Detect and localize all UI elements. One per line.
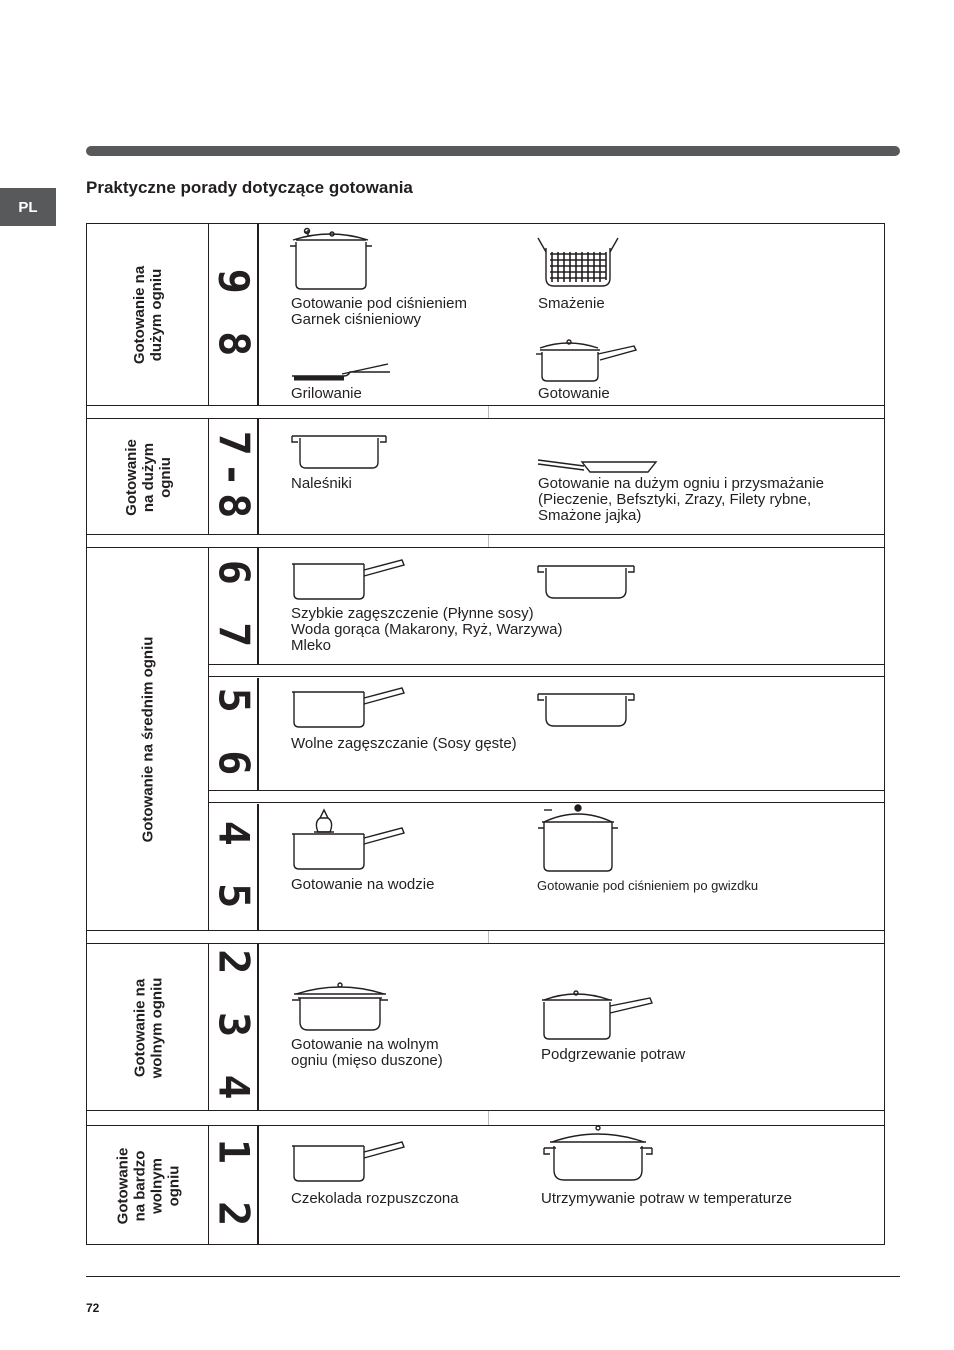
serving-pot-icon: [542, 1124, 654, 1186]
page-title: Praktyczne porady dotyczące gotowania: [86, 178, 413, 197]
double-boiler-icon: [290, 806, 406, 872]
heat-level-1-2: 1 2: [209, 1138, 259, 1233]
item-high-frying: Gotowanie na dużym ogniu i przysmażanie (Pieczenie, Befsztyki, Zrazy, Filety rybne, Smażone jajka): [538, 475, 824, 524]
saucepan-chocolate-icon: [290, 1140, 406, 1184]
heat-level-7-8: 7-8: [209, 430, 259, 524]
frying-pan-icon: [536, 454, 660, 474]
casserole-small-icon: [536, 690, 636, 730]
item-water-bath: Gotowanie na wodzie: [291, 876, 435, 893]
heat-level-5-6: 5 6: [209, 687, 259, 781]
language-tab: [0, 188, 56, 226]
casserole-icon: [536, 562, 636, 602]
item-slow-stewing: Gotowanie na wolnym ogniu (mięso duszone): [291, 1036, 443, 1069]
category-label-very-low: Gotowanie na bardzo wolnym ogniu: [113, 1147, 182, 1224]
pressure-cooker-icon: [290, 226, 372, 292]
grill-pan-icon: [290, 362, 390, 384]
saucepan-lid-icon: [536, 336, 638, 384]
page-number: 72: [86, 1301, 100, 1315]
item-pressure-cooking: Gotowanie pod ciśnieniem Garnek ciśnieniowy: [291, 295, 467, 328]
category-label-high: Gotowanie na dużym ogniu: [131, 265, 165, 365]
heat-level-9-8: 9 8: [209, 268, 259, 362]
heat-level-2-3-4: 2 3 4: [209, 949, 259, 1106]
heat-level-6-7: 6 7: [209, 559, 259, 653]
covered-saucepan-icon: [540, 988, 654, 1042]
item-frying: Smażenie: [538, 295, 605, 312]
language-label: PL: [18, 198, 38, 216]
wide-pot-icon: [290, 432, 388, 472]
item-pressure-after-whistle: Gotowanie pod ciśnieniem po gwizdku: [537, 878, 759, 893]
item-pancakes: Naleśniki: [291, 475, 352, 492]
saucepan-small-icon: [290, 686, 406, 730]
item-keeping-warm: Utrzymywanie potraw w temperaturze: [541, 1190, 792, 1207]
fryer-basket-icon: [536, 236, 620, 292]
stockpot-icon: [536, 802, 620, 874]
category-label-high-2: Gotowanie na dużym ogniu: [122, 438, 174, 516]
item-grilling: Grilowanie: [291, 385, 362, 402]
footer-rule: [86, 1276, 900, 1277]
item-reheating: Podgrzewanie potraw: [541, 1046, 686, 1063]
saucepan-icon: [290, 558, 406, 602]
item-melted-chocolate: Czekolada rozpuszczona: [291, 1190, 459, 1207]
item-slow-thickening: Wolne zagęszczanie (Sosy gęste): [291, 735, 517, 752]
category-label-low: Gotowanie na wolnym ogniu: [130, 977, 165, 1078]
item-boiling: Gotowanie: [538, 385, 610, 402]
category-label-medium: Gotowanie na średnim ogniu: [139, 636, 157, 843]
header-bar: [86, 146, 900, 156]
covered-pot-icon: [290, 980, 390, 1034]
heat-level-4-5: 4 5: [209, 820, 259, 914]
item-quick-thickening: Szybkie zagęszczenie (Płynne sosy) Woda gorąca (Makarony, Ryż, Warzywa) Mleko: [291, 605, 563, 654]
